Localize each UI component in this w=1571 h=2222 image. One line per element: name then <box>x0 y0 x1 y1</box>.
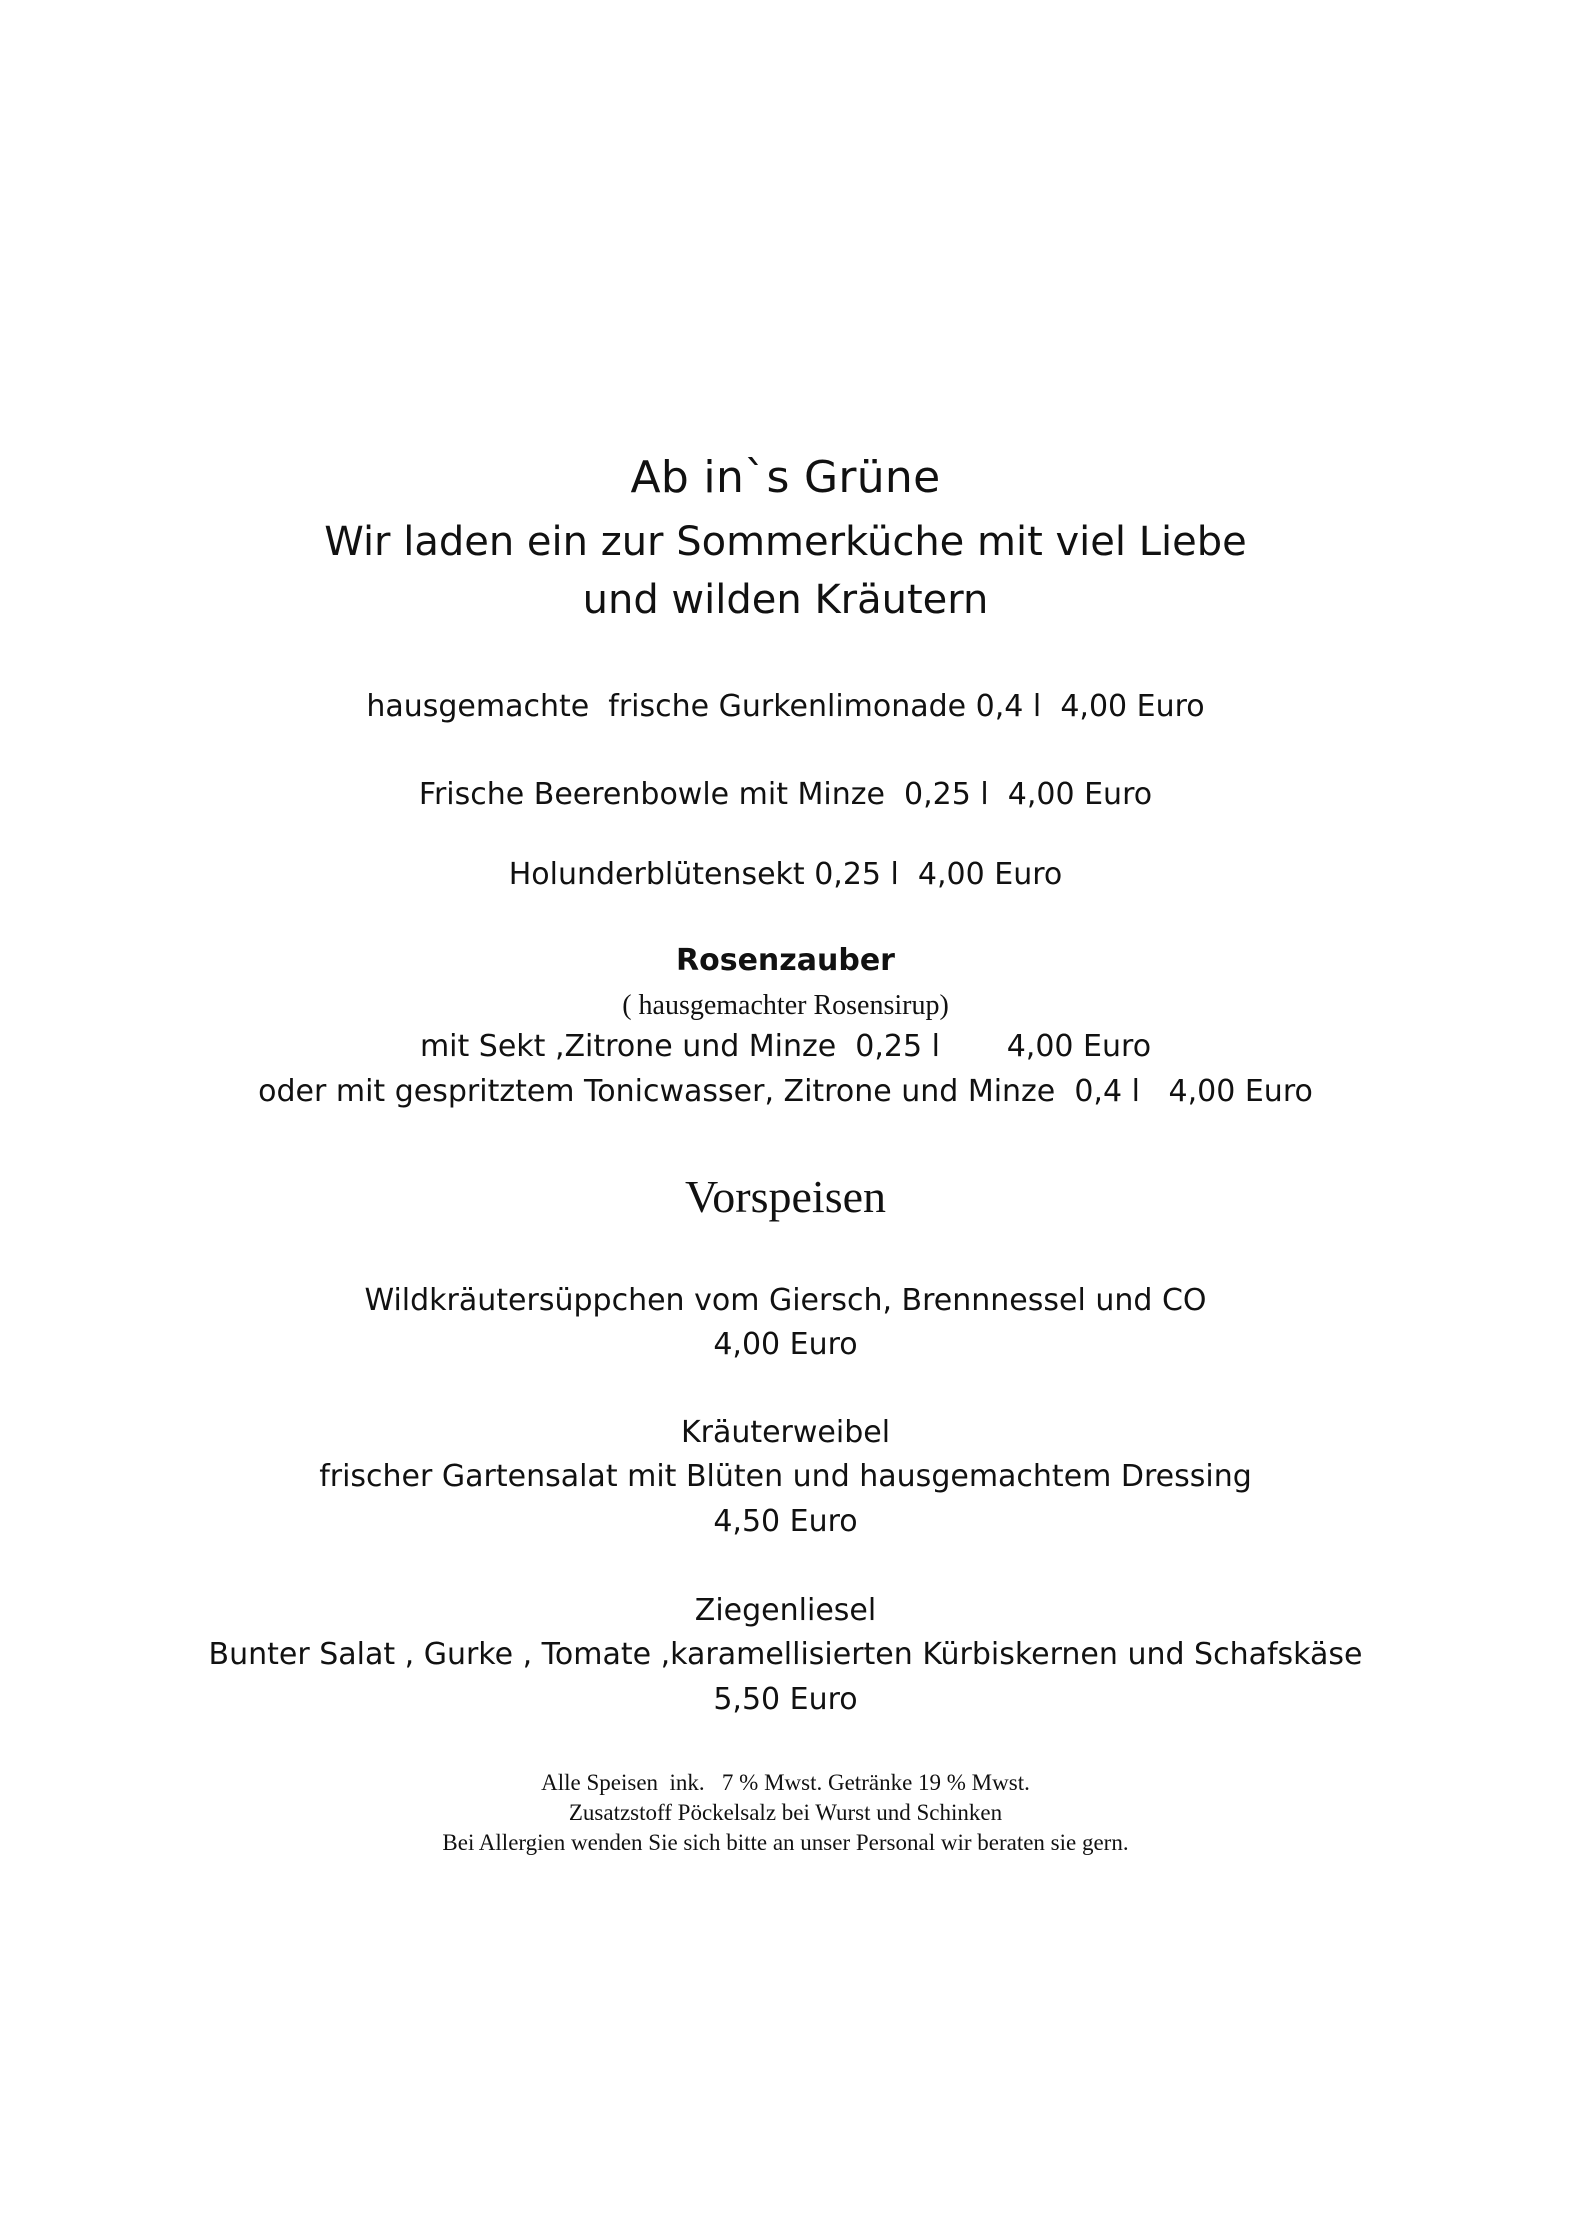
drink-item-gurkenlimonade: hausgemachte frische Gurkenlimonade 0,4 l 4,00 Euro <box>366 689 1205 724</box>
subtitle-line-2: und wilden Kräutern <box>582 577 989 623</box>
footer-tax-note: Alle Speisen ink. 7 % Mwst. Getränke 19 % Mwst. <box>541 1770 1030 1795</box>
starter-item-description: Bunter Salat , Gurke , Tomate ,karamellisierten Kürbiskernen und Schafskäse <box>208 1637 1363 1672</box>
starter-item-price: 4,00 Euro <box>713 1327 858 1362</box>
starter-item-price: 4,50 Euro <box>713 1504 858 1539</box>
starter-item-name: Wildkräutersüppchen vom Giersch, Brennnessel und CO <box>364 1283 1207 1318</box>
starter-item-price: 5,50 Euro <box>713 1682 858 1717</box>
starter-item-name: Kräuterweibel <box>680 1415 891 1450</box>
starter-item-name: Ziegenliesel <box>694 1593 877 1628</box>
footer-allergy-note: Bei Allergien wenden Sie sich bitte an unser Personal wir beraten sie gern. <box>442 1830 1129 1855</box>
section-heading-vorspeisen: Vorspeisen <box>684 1171 887 1222</box>
special-drink-option-tonic: oder mit gespritztem Tonicwasser, Zitrone und Minze 0,4 l 4,00 Euro <box>258 1074 1313 1109</box>
drink-item-holunderbluetensekt: Holunderblütensekt 0,25 l 4,00 Euro <box>508 857 1063 892</box>
page-title: Ab in`s Grüne <box>630 452 941 503</box>
drink-item-beerenbowle: Frische Beerenbowle mit Minze 0,25 l 4,00 Euro <box>418 777 1153 812</box>
special-drink-note: ( hausgemachter Rosensirup) <box>622 990 949 1021</box>
special-drink-option-sekt: mit Sekt ,Zitrone und Minze 0,25 l 4,00 Euro <box>419 1029 1152 1064</box>
footer-additive-note: Zusatzstoff Pöckelsalz bei Wurst und Schinken <box>568 1800 1003 1825</box>
special-drink-name: Rosenzauber <box>676 943 895 978</box>
subtitle-line-1: Wir laden ein zur Sommerküche mit viel Liebe <box>324 519 1247 565</box>
starter-item-description: frischer Gartensalat mit Blüten und hausgemachtem Dressing <box>319 1459 1252 1494</box>
